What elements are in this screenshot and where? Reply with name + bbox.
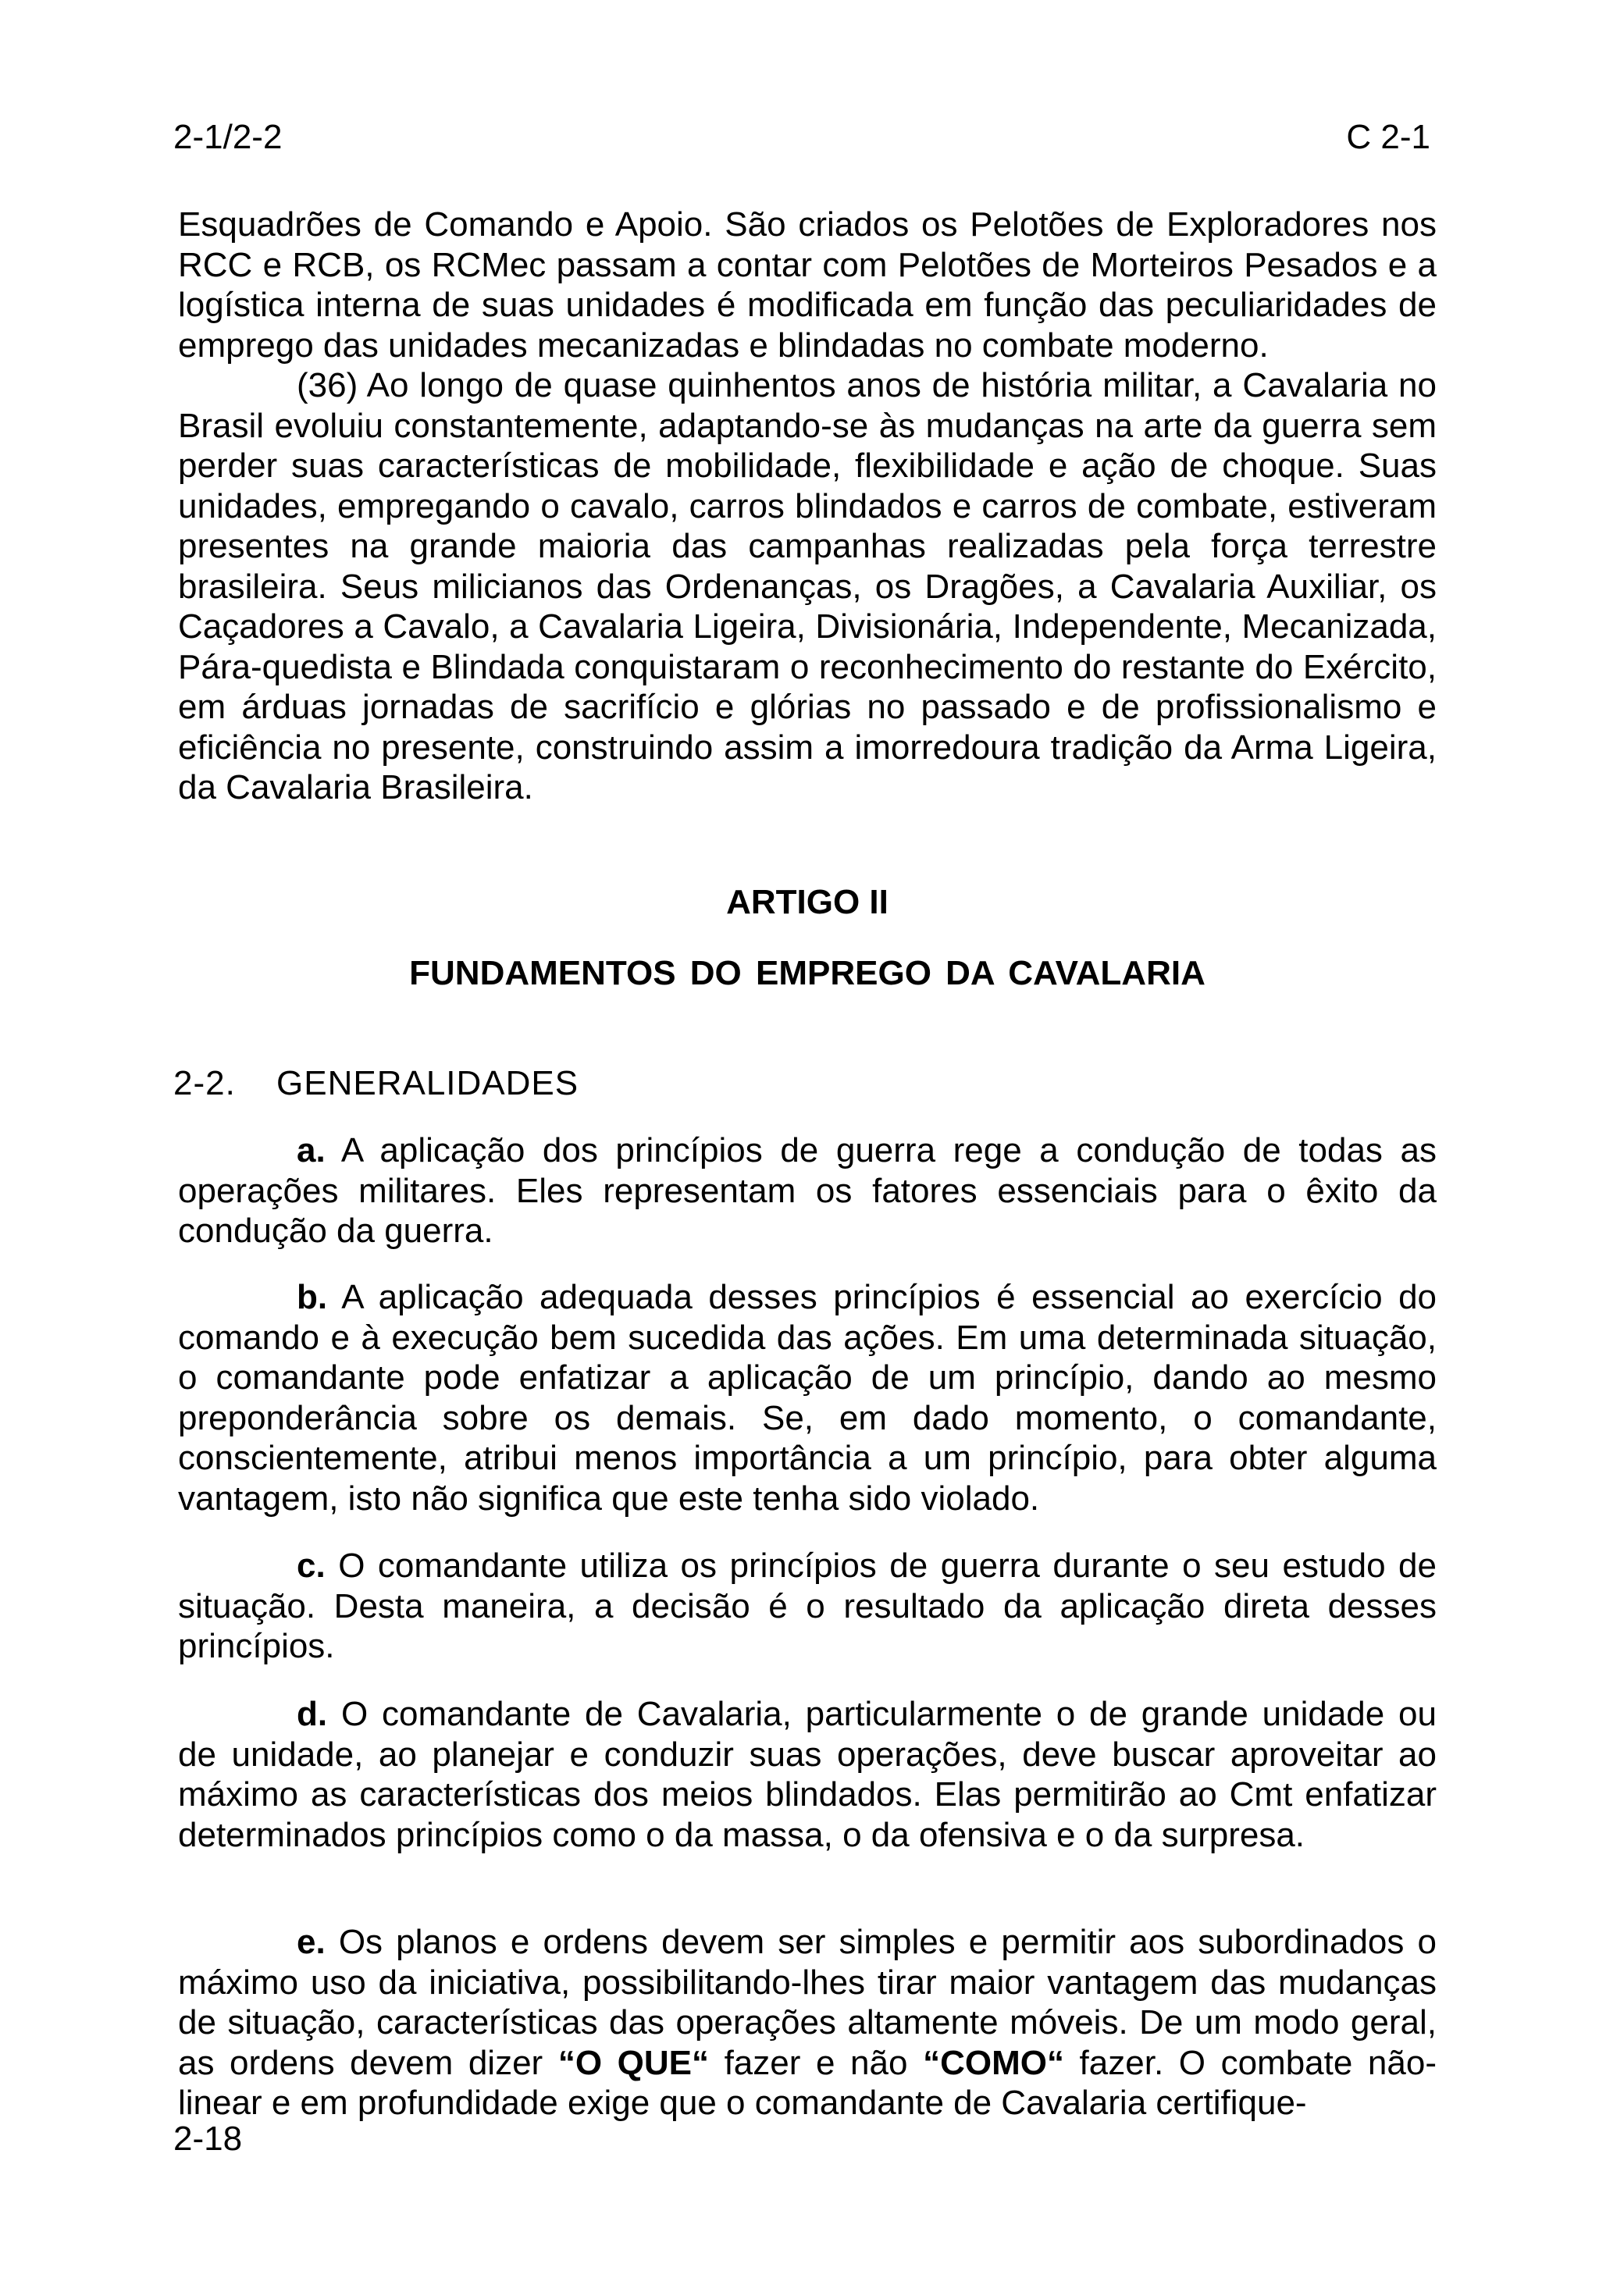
header-section-ref: 2-1/2-2	[173, 118, 283, 156]
item-text-part-3: fazer. O combate não-linear e em profundidade exige que o comandante de Cavalaria certifique-	[178, 2043, 1437, 2122]
item-d	[178, 1694, 1437, 1855]
page-number: 2-18	[173, 2120, 243, 2158]
item-e	[178, 1922, 1437, 2123]
item-text: O comandante de Cavalaria, particularmente o de grande unidade ou de unidade, ao planejar e conduzir suas operações, deve buscar aproveitar ao máximo as características dos meios blindados. Elas permitirão ao Cmt enfatizar determinados princípios como o da massa, o da ofensiva e o da surpresa.	[178, 1695, 1437, 1854]
item-letter: b.	[297, 1278, 328, 1316]
item-b	[178, 1277, 1437, 1518]
emphasis-o-que: “O QUE“	[557, 2043, 709, 2082]
section-heading	[173, 1063, 579, 1104]
intro-paragraph-2: (36) Ao longo de quase quinhentos anos de história militar, a Cavalaria no Brasil evoluiu constantemente, adaptando-se às mudanças na arte da guerra sem perder suas características de mobilidade, flexibilidade e ação de choque. Suas unidades, empregando o cavalo, carros blindados e carros de combate, estiveram presentes na grande maioria das campanhas realizadas pela força terrestre brasileira. Seus milicianos das Ordenanças, os Dragões, a Cavalaria Auxiliar, os Caçadores a Cavalo, a Cavalaria Ligeira, Divisionária, Independente, Mecanizada, Pára-quedista e Blindada conquistaram o reconhecimento do restante do Exército, em árduas jornadas de sacrifício e glórias no passado e de profissionalismo e eficiência no presente, construindo assim a imorredoura tradição da Arma Ligeira, da Cavalaria Brasileira.	[178, 366, 1437, 806]
item-a	[178, 1130, 1437, 1251]
item-text: O comandante utiliza os princípios de guerra durante o seu estudo de situação. Desta maneira, a decisão é o resultado da aplicação direta desses princípios.	[178, 1547, 1437, 1665]
emphasis-como: “COMO“	[923, 2043, 1064, 2082]
article-subtitle: FUNDAMENTOS DO EMPREGO DA CAVALARIA	[409, 954, 1205, 992]
item-letter: e.	[297, 1923, 326, 1961]
item-letter: c.	[297, 1547, 326, 1585]
item-text-part-2: fazer e não	[724, 2043, 908, 2082]
article-title: ARTIGO II	[726, 883, 889, 921]
section-number: 2-2.	[173, 1064, 236, 1102]
item-letter: d.	[297, 1695, 328, 1733]
item-text-part-1: Os planos e ordens devem ser simples e permitir aos subordinados o máximo uso da iniciativa, possibilitando-lhes tirar maior vantagem das mudanças de situação, características das operações altamente móveis. De um modo geral, as ordens devem dizer	[178, 1923, 1437, 2082]
section-title: GENERALIDADES	[276, 1064, 579, 1102]
intro-block	[178, 205, 1437, 808]
item-text: A aplicação dos princípios de guerra rege a condução de todas as operações militares. Eles representam os fatores essenciais para o êxito da condução da guerra.	[178, 1131, 1437, 1250]
item-text: A aplicação adequada desses princípios é essencial ao exercício do comando e à execução bem sucedida das ações. Em uma determinada situação, o comandante pode enfatizar a aplicação de um princípio, dando ao mesmo preponderância sobre os demais. Se, em dado momento, o comandante, conscientemente, atribui menos importância a um princípio, para obter alguma vantagem, isto não significa que este tenha sido violado.	[178, 1278, 1437, 1518]
item-letter: a.	[297, 1131, 326, 1169]
header-manual-code: C 2-1	[1346, 118, 1430, 156]
intro-paragraph-1: Esquadrões de Comando e Apoio. São criados os Pelotões de Exploradores nos RCC e RCB, os RCMec passam a contar com Pelotões de Morteiros Pesados e a logística interna de suas unidades é modificada em função das peculiaridades de emprego das unidades mecanizadas e blindadas no combate moderno.	[178, 205, 1437, 365]
item-c	[178, 1546, 1437, 1667]
